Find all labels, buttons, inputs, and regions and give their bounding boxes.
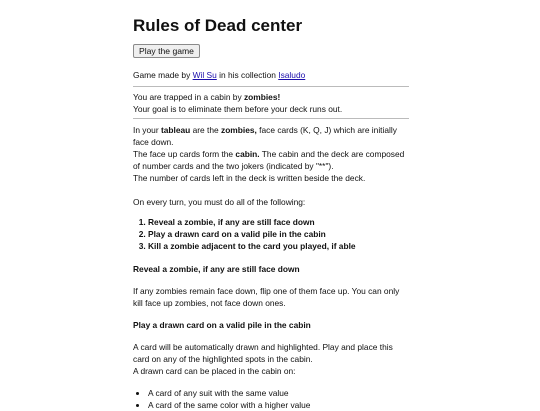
deck-count-paragraph: The number of cards left in the deck is written beside the deck.: [133, 173, 366, 183]
collection-link[interactable]: Isaludo: [278, 70, 306, 80]
turn-step: 3. Kill a zombie adjacent to the card you played, if able: [148, 240, 409, 252]
play-text-2: A drawn card can be placed in the cabin on:: [133, 366, 296, 376]
placement-rules-list: [133, 387, 409, 411]
play-text-1: A card will be automatically drawn and highlighted. Play and place this card on any of the highlighted spots in the cabin.: [133, 342, 393, 364]
reveal-heading: Reveal a zombie, if any are still face down: [133, 264, 300, 274]
credits-middle: in his collection: [216, 70, 279, 80]
turn-step: 1. Reveal a zombie, if any are still face down: [148, 216, 409, 228]
credits-line: [133, 69, 409, 81]
tableau-paragraph: In your tableau are the zombies, face cards (K, Q, J) which are initially face down.: [133, 125, 397, 147]
turn-intro: On every turn, you must do all of the following:: [133, 197, 306, 207]
turn-step: 2. Play a drawn card on a valid pile in the cabin: [148, 228, 409, 240]
zombies-emphasis: zombies!: [243, 92, 281, 102]
placement-rule: • A card of the same color with a higher value: [148, 399, 409, 411]
turn-steps-list: [133, 216, 409, 252]
placement-rules: [133, 387, 409, 411]
credits-prefix: Game made by: [133, 70, 193, 80]
intro-line-1: You are trapped in a cabin by zombies!: [133, 92, 281, 102]
divider-bottom: [133, 118, 409, 119]
play-section: [133, 341, 409, 377]
page-title: Rules of Dead center: [133, 16, 303, 35]
turn-steps: [133, 216, 409, 252]
tableau-section: [133, 124, 409, 184]
divider-top: [133, 86, 409, 87]
play-heading: Play a drawn card on a valid pile in the cabin: [133, 320, 311, 330]
reveal-text: If any zombies remain face down, flip one of them face up. You can only kill face up zombies, not face down ones.: [133, 286, 400, 308]
intro-line-2: Your goal is to eliminate them before your deck runs out.: [133, 104, 343, 114]
cabin-paragraph: The face up cards form the cabin. The cabin and the deck are composed of number cards and the two jokers (indicated by "**").: [133, 149, 405, 171]
play-game-button[interactable]: Play the game: [133, 44, 200, 58]
placement-rule: • A card of any suit with the same value: [148, 387, 409, 399]
intro-section: [133, 91, 409, 115]
author-link[interactable]: Wil Su: [192, 70, 217, 80]
